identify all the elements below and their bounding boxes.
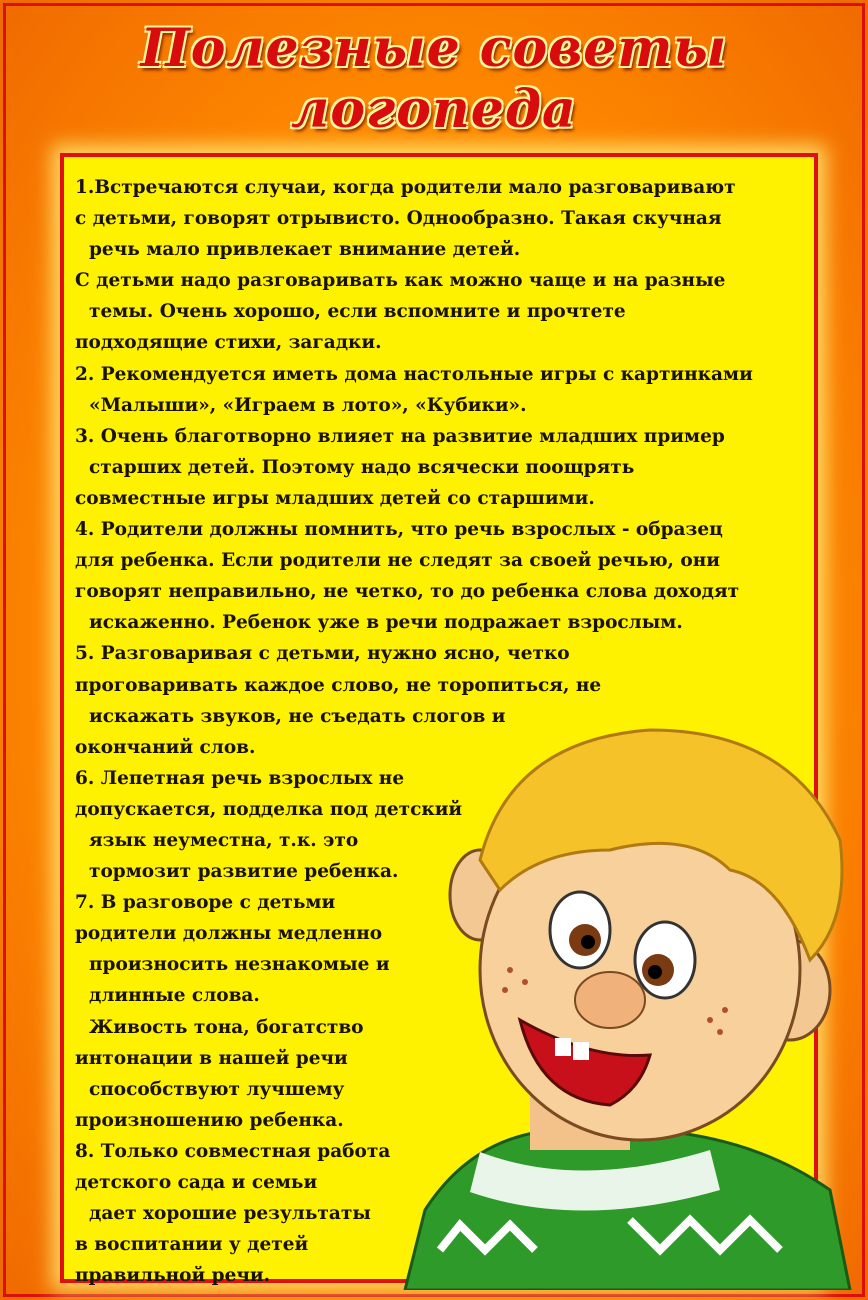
text-line: «Малыши», «Играем в лото», «Кубики». <box>89 394 527 416</box>
text-line: 6. Лепетная речь взрослых не <box>75 767 405 789</box>
text-line: проговаривать каждое слово, не торопиться, не <box>75 674 602 696</box>
text-line: произносить незнакомые и <box>89 954 390 976</box>
text-line: для ребенка. Если родители не следят за своей речью, они <box>75 550 721 572</box>
text-line: речь мало привлекает внимание детей. <box>89 239 521 261</box>
text-line: 3. Очень благотворно влияет на развитие младших пример <box>75 425 725 447</box>
text-line: темы. Очень хорошо, если вспомните и прочтете <box>89 301 626 323</box>
text-line: старших детей. Поэтому надо всячески поощрять <box>89 456 635 478</box>
text-line: дает хорошие результаты <box>89 1203 371 1225</box>
text-line: язык неуместна, т.к. это <box>89 829 359 851</box>
text-line: искажать звуков, не съедать слогов и <box>89 705 506 727</box>
text-line: 8. Только совместная работа <box>75 1140 391 1162</box>
text-line: 1.Встречаются случаи, когда родители мало разговаривают <box>75 177 736 198</box>
text-line: совместные игры младших детей со старшими. <box>75 487 595 509</box>
text-line: детского сада и семьи <box>75 1172 318 1193</box>
text-line: длинные слова. <box>89 985 260 1007</box>
text-line: искаженно. Ребенок уже в речи подражает взрослым. <box>89 612 683 634</box>
text-line: С детьми надо разговаривать как можно чаще и на разные <box>75 270 726 292</box>
text-line: способствуют лучшему <box>89 1078 345 1100</box>
text-line: в воспитании у детей <box>75 1234 309 1256</box>
text-line: интонации в нашей речи <box>75 1047 348 1069</box>
text-line: Живость тона, богатство <box>89 1016 364 1038</box>
text-line: окончаний слов. <box>75 736 256 758</box>
text-line: с детьми, говорят отрывисто. Однообразно. Такая скучная <box>75 208 722 230</box>
text-line: допускается, подделка под детский <box>75 798 463 820</box>
text-line: правильной речи. <box>75 1265 271 1287</box>
text-line: 5. Разговаривая с детьми, нужно ясно, четко <box>75 643 570 665</box>
poster-title: Полезные советы логопеда <box>140 18 728 140</box>
text-line: родители должны медленно <box>75 923 383 945</box>
text-line: подходящие стихи, загадки. <box>75 332 382 354</box>
text-line: говорят неправильно, не четко, то до ребенка слова доходят <box>75 581 740 603</box>
text-line: произношению ребенка. <box>75 1109 344 1131</box>
advice-text <box>75 172 753 1291</box>
text-line: 7. В разговоре с детьми <box>75 892 336 914</box>
text-line: 4. Родители должны помнить, что речь взрослых - образец <box>75 519 723 541</box>
text-line: тормозит развитие ребенка. <box>89 861 399 883</box>
text-line: 2. Рекомендуется иметь дома настольные игры с картинками <box>75 363 753 385</box>
